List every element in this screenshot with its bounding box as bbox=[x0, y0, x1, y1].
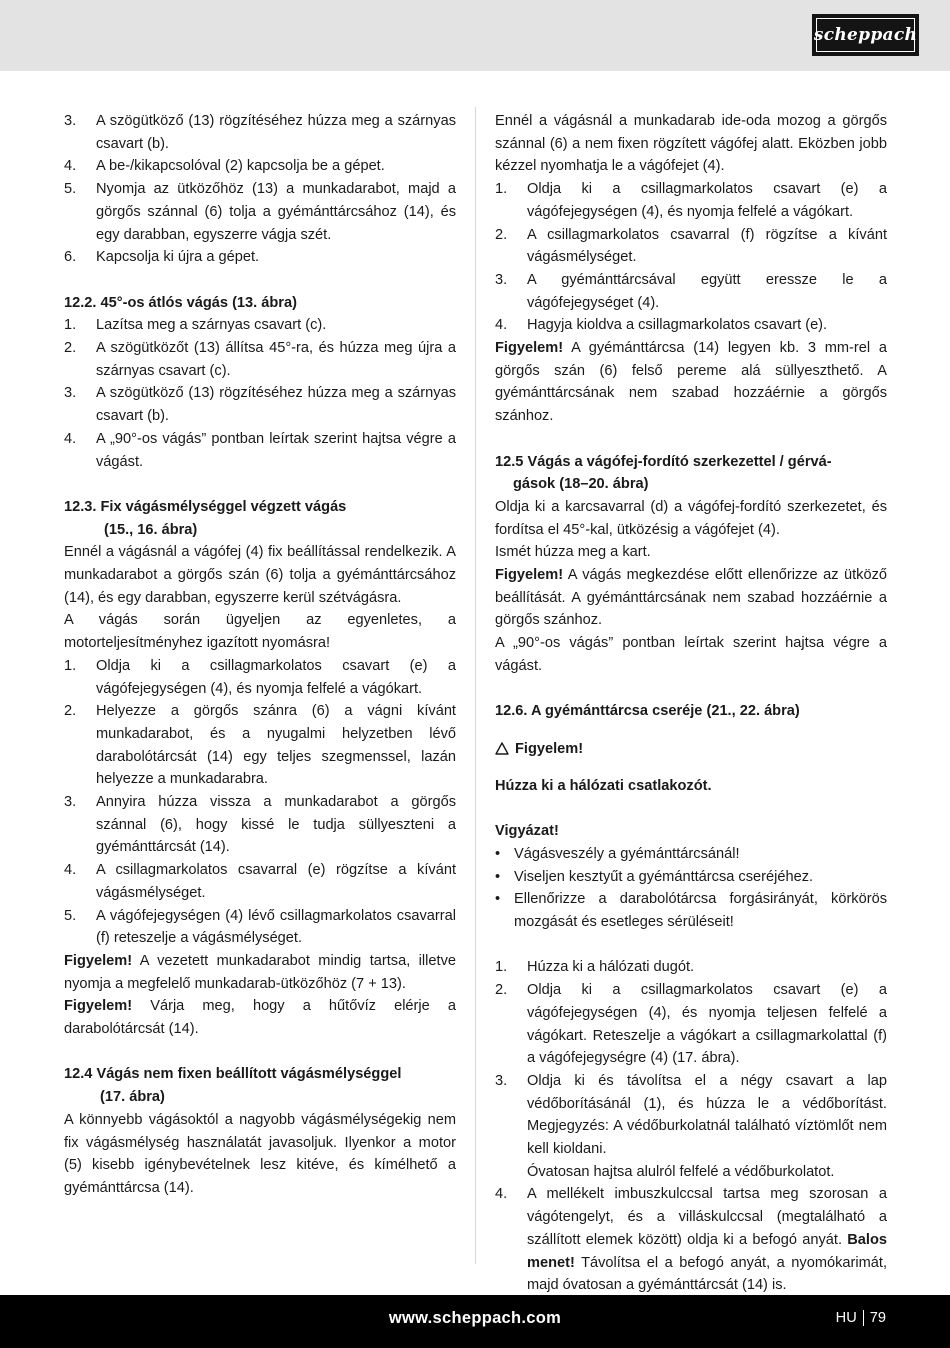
list-item: 2. A csillagmarkolatos csavarral (f) rögzítse a kívánt vágásmélységet. bbox=[495, 226, 887, 266]
list-item: 6. Kapcsolja ki újra a gépet. bbox=[64, 249, 260, 266]
list-item: 3. Annyira húzza vissza a munkadarabot a görgős szánnal (6), hogy kissé le tudja süllyeszteni a gyémánttárcsát (14). bbox=[64, 794, 456, 856]
warning-subtext: Húzza ki a hálózati csatlakozót. bbox=[495, 777, 712, 794]
paragraph: A vágás során ügyeljen az egyenletes, a motorteljesítményhez igazított nyomásra! bbox=[64, 612, 456, 652]
bullet-icon: • bbox=[495, 891, 501, 908]
bullet-list bbox=[495, 843, 887, 934]
section-heading: 12.6. A gyémánttárcsa cseréje (21., 22. ábra) bbox=[495, 703, 800, 720]
list-item: 5. A vágófejegységen (4) lévő csillagmarkolatos csavarral (f) reteszelje a vágásmélységet. bbox=[64, 907, 456, 947]
divider bbox=[863, 1310, 864, 1326]
list-item: 2. A szögütközőt (13) állítsa 45°-ra, és húzza meg újra a szárnyas csavart (c). bbox=[64, 340, 456, 379]
attention-note: Figyelem! A vezetett munkadarabot mindig tartsa, illetve nyomja a megfelelő munkadarab-ütközőhöz (7 + 13). bbox=[64, 952, 456, 992]
list-item: 3. A szögütköző (13) rögzítéséhez húzza meg a szárnyas csavart (b). bbox=[64, 385, 456, 425]
section-heading: 12.4 Vágás nem fixen beállított vágásmélységgel (17. ábra) bbox=[64, 1066, 402, 1106]
bullet-icon: • bbox=[495, 845, 501, 862]
page-number-value: 79 bbox=[869, 1310, 886, 1326]
list-item: • Vágásveszély a gyémánttárcsánál! bbox=[495, 843, 887, 866]
steps-list bbox=[495, 178, 887, 337]
attention-note: Figyelem! A gyémánttárcsa (14) legyen kb. 3 mm-rel a görgős szán (6) felső pereme alá süllyeszthető. A gyémánttárcsának nem szabad hozzáérnie a görgős szánhoz. bbox=[495, 340, 887, 425]
list-item: 2. Helyezze a görgős szánra (6) a vágni kívánt munkadarabot, és a nyugalmi helyzetben lévő darabolótárcsát (14) egy teljes szegmenssel, lazán helyezze a munkadarabra. bbox=[64, 703, 456, 788]
steps-list bbox=[495, 956, 887, 1297]
section-heading: 12.5 Vágás a vágófej-fordító szerkezettel / gérvá- gások (18–20. ábra) bbox=[495, 453, 832, 493]
steps-list bbox=[64, 655, 456, 950]
warning-line: Figyelem! bbox=[495, 738, 887, 761]
warning-triangle-icon bbox=[495, 742, 509, 755]
list-item: 1. Lazítsa meg a szárnyas csavart (c). bbox=[64, 317, 327, 334]
list-item: 4. A csillagmarkolatos csavarral (e) rögzítse a kívánt vágásmélységet. bbox=[64, 862, 456, 901]
paragraph: Oldja ki a karcsavarral (d) a vágófej-fordító szerkezetet, és fordítsa el 45°-kal, ütközésig a vágófejet (4). bbox=[495, 498, 887, 538]
list-item: 1. Oldja ki a csillagmarkolatos csavart (e) a vágófejegységen (4), és nyomja felfelé a vágókart. bbox=[64, 657, 456, 697]
page-header bbox=[0, 0, 950, 71]
caution-heading: Vigyázat! bbox=[495, 823, 559, 840]
list-item: 3. A gyémánttárcsával együtt eressze le a vágófejegységet (4). bbox=[495, 271, 887, 311]
paragraph: Ennél a vágásnál a munkadarab ide-oda mozog a görgős szánnal (6) a nem fixen rögzített vágófej alatt. Eközben jobb kézzel nyomhatja le a vágófejet (4). bbox=[495, 113, 887, 175]
brand-logo-text: scheppach bbox=[816, 18, 915, 52]
bullet-icon: • bbox=[495, 868, 501, 885]
right-column bbox=[495, 110, 887, 1297]
list-item: 4. A „90°-os vágás” pontban leírtak szerint hajtsa végre a vágást. bbox=[64, 430, 456, 470]
attention-note: Figyelem! Várja meg, hogy a hűtővíz elérje a darabolótárcsát (14). bbox=[64, 998, 456, 1038]
steps-list bbox=[64, 110, 456, 269]
list-item: • Viseljen kesztyűt a gyémánttárcsa cseréjéhez. bbox=[495, 866, 887, 889]
website-link[interactable]: www.scheppach.com bbox=[388, 1309, 562, 1327]
left-column bbox=[64, 110, 456, 1200]
list-item: • Ellenőrizze a darabolótárcsa forgásirányát, körkörös mozgását és esetleges sérüléseit! bbox=[495, 888, 887, 933]
attention-note: Figyelem! A vágás megkezdése előtt ellenőrizze az ütköző beállítását. A gyémánttárcsának nem szabad hozzáérnie a görgős szánhoz. bbox=[495, 567, 887, 629]
brand-logo bbox=[812, 14, 919, 56]
column-divider bbox=[475, 107, 476, 1264]
language-code: HU bbox=[835, 1310, 857, 1326]
list-item: 1. Húzza ki a hálózati dugót. bbox=[495, 959, 695, 976]
page-footer bbox=[0, 1295, 950, 1348]
list-item: 3. A szögütköző (13) rögzítéséhez húzza meg a szárnyas csavart (b). bbox=[64, 113, 456, 152]
list-item: 5. Nyomja az ütközőhöz (13) a munkadarabot, majd a görgős szánnal (6) tolja a gyémánttárcsához (14), és egy darabban, egyszerre vágja szét. bbox=[64, 181, 456, 243]
page-number bbox=[836, 1310, 886, 1326]
paragraph: Ennél a vágásnál a vágófej (4) fix beállítással rendelkezik. A munkadarabot a görgős szán (6) tolja a gyémánttárcsához (14), és egy darabban, egyszerre kerül szétvágásra. bbox=[64, 544, 456, 606]
list-item: 3. Oldja ki és távolítsa el a négy csavart a lap védőborításánál (1), és húzza le a védőborítást. Megjegyzés: A védőburkolatnál található víztömlőt nem kell kioldani. Óvatosan hajtsa alulról felfelé a védőburkolatot. bbox=[495, 1072, 887, 1180]
steps-list bbox=[64, 314, 456, 473]
paragraph: A „90°-os vágás” pontban leírtak szerint hajtsa végre a vágást. bbox=[495, 635, 887, 674]
section-heading: 12.2. 45°-os átlós vágás (13. ábra) bbox=[64, 294, 297, 311]
list-item: 1. Oldja ki a csillagmarkolatos csavart (e) a vágófejegységen (4), és nyomja felfelé a vágókart. bbox=[495, 181, 887, 220]
paragraph: A könnyebb vágásoktól a nagyobb vágásmélységekig nem fix vágásmélység használatát javasoljuk. Ilyenkor a motor (5) kisebb igénybevételnek lesz kitéve, és kímélhető a gyémánttárcsa (14). bbox=[64, 1111, 456, 1196]
paragraph: Ismét húzza meg a kart. bbox=[495, 544, 651, 561]
list-item: 4. A be-/kikapcsolóval (2) kapcsolja be a gépet. bbox=[64, 158, 385, 175]
list-item: 4. A mellékelt imbuszkulccsal tartsa meg szorosan a vágótengelyt, és a villáskulccsal (megtalálható a szállított elemek között) oldja ki a befogó anyát. Balos menet! Távolítsa el a befogó anyát, a nyomókarimát, majd óvatosan a gyémánttárcsát (14) is. bbox=[495, 1186, 887, 1294]
list-item: 2. Oldja ki a csillagmarkolatos csavart (e) a vágófejegységen (4), és nyomja teljesen felfelé a vágókart. Reteszelje a vágókart a csillagmarkolattal (f) a vágófejegységre (4) (17. ábra). bbox=[495, 982, 887, 1067]
list-item: 4. Hagyja kioldva a csillagmarkolatos csavart (e). bbox=[495, 317, 828, 334]
list-item-extra: Óvatosan hajtsa alulról felfelé a védőburkolatot. bbox=[527, 1163, 835, 1180]
section-heading: 12.3. Fix vágásmélységgel végzett vágás (15., 16. ábra) bbox=[64, 498, 347, 538]
